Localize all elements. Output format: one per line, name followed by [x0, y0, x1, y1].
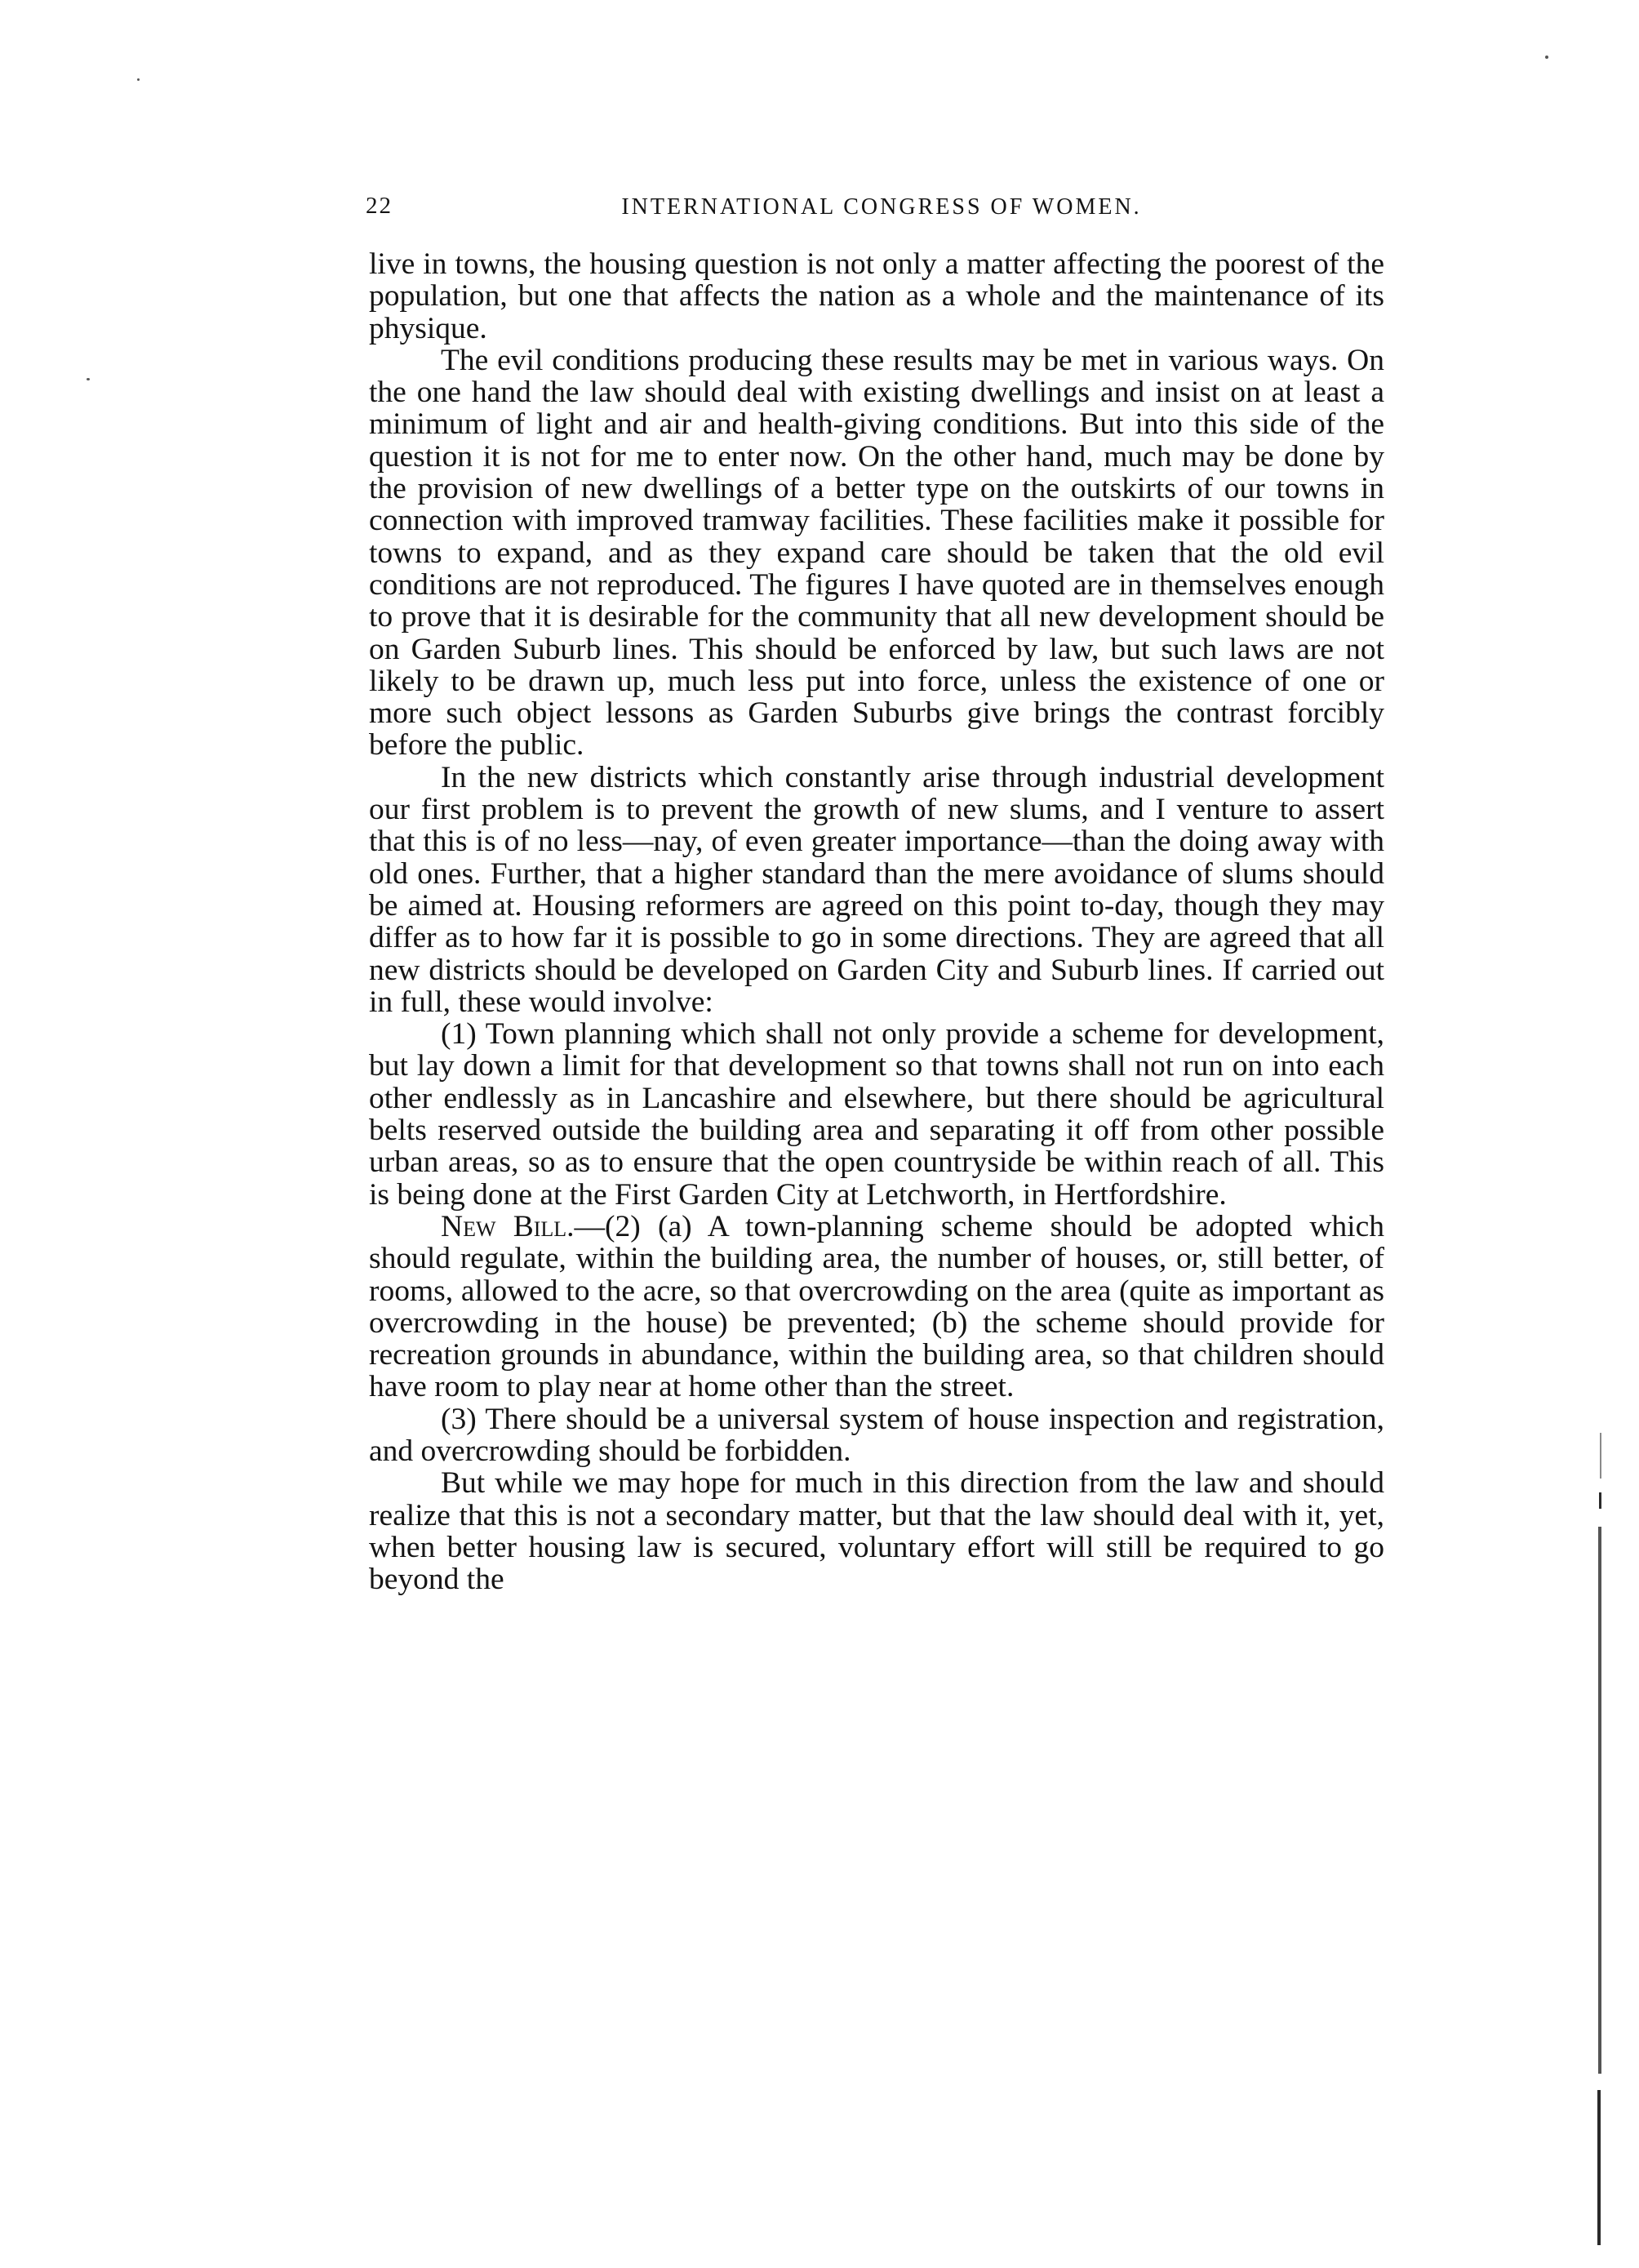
scan-speck: [87, 378, 90, 380]
scan-edge-mark: [1599, 1492, 1601, 1509]
scan-speck: [137, 78, 140, 81]
running-head: [366, 186, 1397, 235]
paragraph-voluntary-effort: But while we may hope for much in this direction from the law and should realize that this is not a secondary matter, but that the law should deal with it, yet, when better housing law is secured, voluntary effort will still be required to go beyond the: [369, 1466, 1384, 1597]
paragraph-new-districts: In the new districts which constantly arise through industrial development our first problem is to prevent the growth of new slums, and I venture to assert that this is of no less—nay, of even greater importance—than the doing away with old ones. Further, that a higher standard than the mere avoidance of slums should be aimed at. Housing reformers are agreed on this point to-day, though they may differ as to how far it is possible to go in some directions. They are agreed that all new districts should be developed on Garden City and Suburb lines. If carried out in full, these would involve:: [369, 760, 1384, 1019]
new-bill-text: —(2) (a) A town-planning scheme should be adopted which should regulate, within the building area, the number of houses, or, still better, of rooms, allowed to the acre, so that overcrowding on the area (quite as important as overcrowding in the house) be prevented; (b) the scheme should provide for recreation grounds in abundance, within the building area, so that children should have room to play near at home other than the street.: [369, 1209, 1384, 1404]
paragraph-continuation: live in towns, the housing question is not only a matter affecting the poorest of the population, but one that affects the nation as a whole and the maintenance of its physique.: [369, 247, 1384, 345]
scan-speck: [1545, 56, 1548, 59]
scan-edge-mark: [1600, 1433, 1601, 1479]
paragraph-town-planning: (1) Town planning which shall not only provide a scheme for development, but lay down a limit for that development so that towns shall not run on into each other endlessly as in Lancashire and elsewhere, but there should be agricultural belts reserved outside the building area and separating it off from other possible urban areas, so as to ensure that the open countryside be within reach of all. This is being done at the First Garden City at Letchworth, in Hertfordshire.: [369, 1017, 1384, 1212]
paragraph-house-inspection: (3) There should be a universal system of house inspection and registration, and overcrowding should be forbidden.: [369, 1402, 1384, 1468]
paragraph-new-bill: [369, 1211, 1384, 1403]
paragraph-evil-conditions: The evil conditions producing these results may be met in various ways. On the one hand the law should deal with existing dwellings and insist on at least a minimum of light and air and health-giving conditions. But into this side of the question it is not for me to enter now. On the other hand, much may be done by the provision of new dwellings of a better type on the outskirts of our towns in connection with improved tramway facilities. These facilities make it possible for towns to expand, and as they expand care should be taken that the old evil conditions are not reproduced. The figures I have quoted are in themselves enough to prove that it is desirable for the community that all new development should be on Garden Suburb lines. This should be enforced by law, but such laws are not likely to be drawn up, much less put into force, unless the existence of one or more such object lessons as Garden Suburbs give brings the contrast forcibly before the public.: [369, 343, 1384, 763]
scan-edge-mark: [1597, 2090, 1601, 2245]
page-number: 22: [366, 193, 393, 219]
body-text: [369, 248, 1384, 1595]
running-head-title: INTERNATIONAL CONGRESS OF WOMEN.: [621, 194, 1142, 220]
new-bill-lead: New Bill.: [441, 1209, 575, 1243]
scan-edge-mark: [1598, 1527, 1601, 2074]
